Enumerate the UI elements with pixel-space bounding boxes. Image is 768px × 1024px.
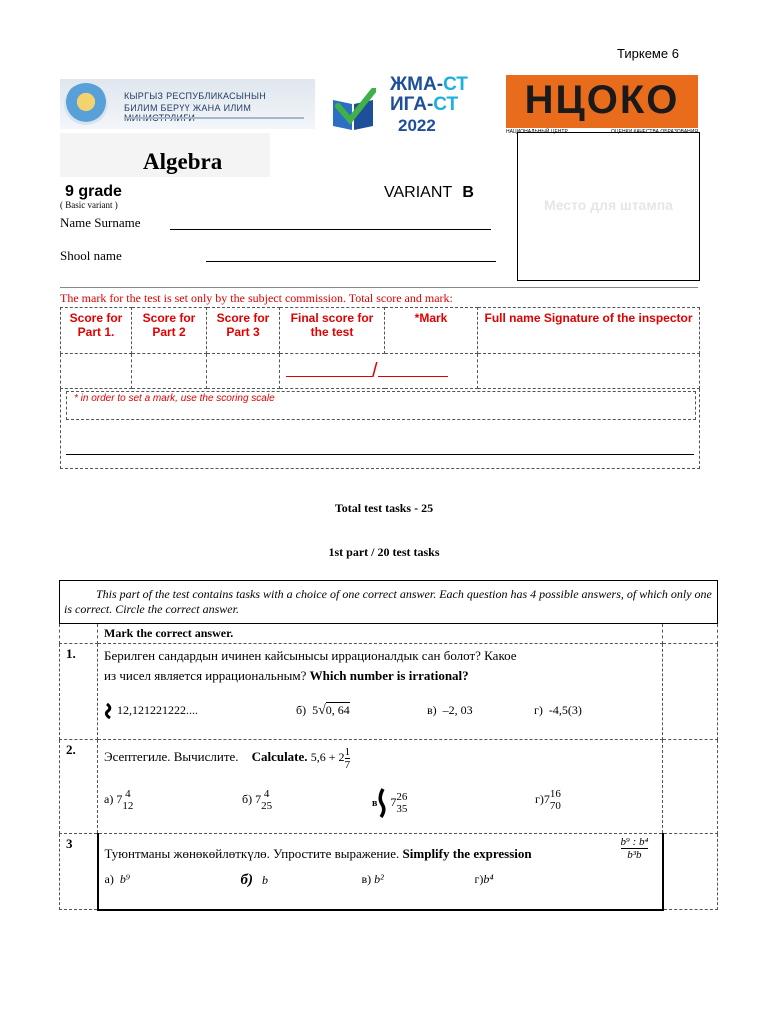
q3-option-c[interactable]: в) b²: [361, 872, 384, 886]
variant-label: VARIANT: [384, 184, 452, 201]
circle-mark-icon: б): [240, 872, 253, 888]
q1-option-b[interactable]: б) 5√0, 64: [296, 703, 350, 718]
q3-option-d[interactable]: г)b⁴: [474, 872, 494, 886]
q2-english: Calculate.: [251, 749, 308, 764]
q2-option-c[interactable]: в 7 26 35: [372, 788, 407, 818]
basic-variant: ( Basic variant ): [60, 200, 118, 210]
q2-option-a[interactable]: а) 7 4 12: [104, 788, 134, 812]
question-number: 2.: [60, 740, 98, 834]
score-header: Final score for the test: [280, 308, 385, 354]
q1-option-c[interactable]: в) –2, 03: [427, 703, 473, 717]
school-label: Shool name: [60, 248, 122, 263]
ministry-logo: [60, 79, 315, 129]
score-header: Score for Part 2: [132, 308, 207, 354]
grade-label: 9 grade: [65, 183, 122, 200]
question-row: [60, 644, 718, 740]
q1-english: Which number is irrational?: [309, 668, 469, 683]
q3-option-a[interactable]: а) b⁹: [104, 872, 130, 886]
jma-line2a: ИГА-: [390, 94, 434, 115]
comment-line[interactable]: [66, 454, 694, 455]
q1-line2: из чисел является иррациональным?: [104, 668, 307, 683]
ncoko-title: НЦОКО: [524, 78, 680, 122]
final-score-cell[interactable]: [280, 354, 478, 389]
instructions: This part of the test contains tasks with a choice of one correct answer. Each question has 4 possible answers, of which only one is correct. Circle the correct answer.: [60, 581, 718, 624]
score-header: Score for Part 1.: [61, 308, 132, 354]
ncoko-sub-right: ОЦЕНКИ КАЧЕСТВА ОБРАЗОВАНИЯ: [611, 129, 698, 135]
ministry-line2: БИЛИМ БЕРҮҮ ЖАНА ИЛИМ: [124, 103, 252, 113]
book-check-icon: [330, 88, 376, 130]
q2-expr: 5,6 + 2: [310, 750, 345, 764]
question-number: 1.: [60, 644, 98, 740]
stamp-box: [517, 132, 700, 281]
score-table: [60, 307, 700, 389]
mark-note: The mark for the test is set only by the subject commission. Total score and mark:: [60, 291, 453, 305]
q3-english: Simplify the expression: [402, 846, 532, 861]
jma-line2b: СТ: [433, 94, 459, 115]
question-row: 2. Эсептегиле. Вычислите. Calculate. 5,6 + 2 $\frac{1}{7}$ а) 7 4 12 б) 7 4 25 в 7 26 35 г)7 16 70: [60, 740, 718, 834]
q3-expr: b⁹ : b⁴ b³b: [620, 836, 649, 861]
score-slash: /: [372, 359, 378, 382]
part1-title: 1st part / 20 test tasks: [328, 545, 440, 559]
subject-title: Algebra: [143, 149, 223, 174]
question-number: 3: [60, 834, 98, 910]
jma-logo: [328, 74, 488, 138]
score-cell-part3[interactable]: [207, 354, 280, 389]
ncoko-sub-left: НАЦИОНАЛЬНЫЙ ЦЕНТР: [506, 129, 568, 135]
score-cell-part1[interactable]: [61, 354, 132, 389]
score-header: Score for Part 3: [207, 308, 280, 354]
ministry-line1: КЫРГЫЗ РЕСПУБЛИКАСЫНЫН: [124, 91, 267, 101]
question-row: [60, 834, 718, 910]
questions-table: [59, 580, 718, 911]
score-cell-part2[interactable]: [132, 354, 207, 389]
jma-year: 2022: [398, 116, 436, 135]
q3-option-b[interactable]: б) b: [240, 872, 268, 888]
name-line[interactable]: [170, 229, 491, 230]
q2-line1: Эсептегиле. Вычислите.: [104, 749, 239, 764]
q2-option-b[interactable]: б) 7 4 25: [242, 788, 273, 812]
score-header: *Mark: [385, 308, 478, 354]
q1-line1: Берилген сандардын ичинен кайсынысы иррационалдык сан болот? Какое: [104, 648, 517, 663]
emblem-icon: [64, 83, 108, 125]
appendix-label: Тиркеме 6: [617, 46, 679, 61]
inspector-cell[interactable]: [478, 354, 700, 389]
q3-line1: Туюнтманы жөнөкөйлөткүлө. Упростите выражение.: [104, 846, 400, 861]
stamp-label: Место для штампа: [544, 197, 673, 213]
scale-note: * in order to set a mark, use the scoring scale: [74, 393, 275, 404]
jma-line1b: СТ: [443, 74, 468, 95]
ncoko-logo: [506, 75, 698, 128]
circle-mark-icon: [104, 703, 114, 719]
score-header: Full name Signature of the inspector: [478, 308, 700, 354]
q2-option-d[interactable]: г)7 16 70: [535, 788, 561, 812]
circle-mark-icon: [377, 788, 387, 818]
name-label: Name Surname: [60, 215, 141, 230]
total-tasks: Total test tasks - 25: [334, 501, 434, 515]
q1-option-a[interactable]: 12,121221222....: [104, 700, 198, 720]
jma-line1a: ЖМА-: [390, 74, 444, 95]
mark-correct-label: Mark the correct answer.: [98, 624, 663, 644]
q1-option-d[interactable]: г) -4,5(3): [534, 703, 582, 717]
school-line[interactable]: [206, 261, 496, 262]
variant-value: B: [462, 184, 474, 201]
